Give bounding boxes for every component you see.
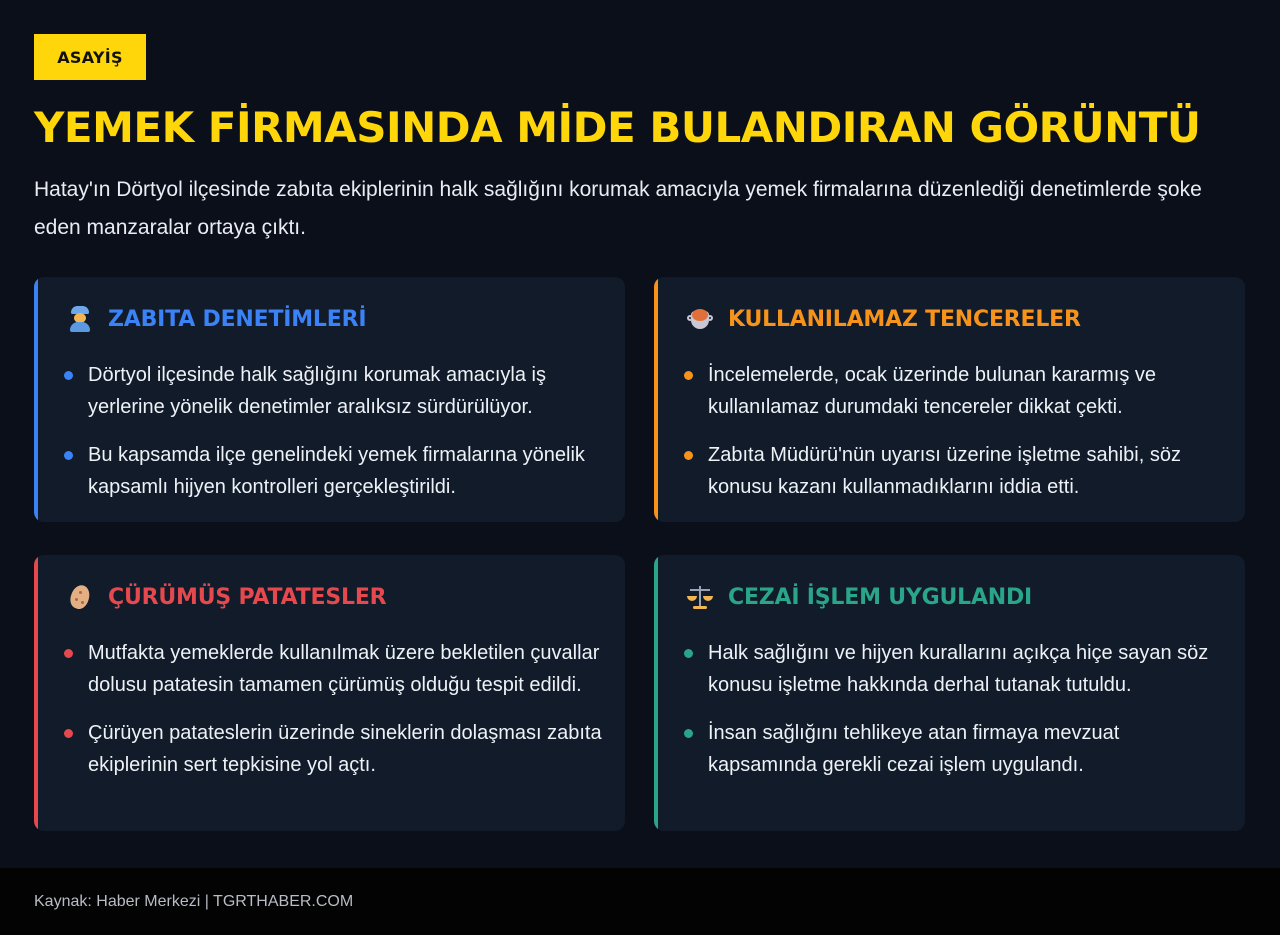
list-item-text: Zabıta Müdürü'nün uyarısı üzerine işletme sahibi, söz konusu kazanı kullanmadıklarını iddia etti.	[708, 444, 1181, 498]
police-officer-icon	[66, 305, 94, 333]
card-title: CEZAİ İŞLEM UYGULANDI	[728, 584, 1033, 610]
card-title: KULLANILAMAZ TENCERELER	[728, 306, 1081, 332]
list-item-text: Mutfakta yemeklerde kullanılmak üzere bekletilen çuvallar dolusu patatesin tamamen çürümüş olduğu tespit edildi.	[88, 642, 600, 696]
list-item	[64, 717, 605, 781]
card-zabita-denetimleri	[34, 277, 625, 522]
card-curumus-patatesler	[34, 555, 625, 831]
potato-icon	[66, 583, 94, 611]
list-item	[64, 359, 605, 423]
balance-scale-icon	[686, 583, 714, 611]
bullet-dot-icon	[684, 729, 693, 738]
card-header	[66, 583, 386, 611]
category-badge: ASAYİŞ	[34, 34, 146, 80]
bullet-dot-icon	[64, 729, 73, 738]
card-bullet-list	[64, 359, 605, 519]
card-header	[686, 305, 1081, 333]
page-subtitle: Hatay'ın Dörtyol ilçesinde zabıta ekiplerinin halk sağlığını korumak amacıyla yemek firmalarına düzenlediği denetimlerde şoke eden manzaralar ortaya çıktı.	[34, 178, 1202, 239]
card-bullet-list	[684, 359, 1225, 519]
list-item-text: Halk sağlığını ve hijyen kurallarını açıkça hiçe sayan söz konusu işletme hakkında derhal tutanak tutuldu.	[708, 642, 1209, 696]
list-item	[64, 439, 605, 503]
bullet-dot-icon	[684, 371, 693, 380]
list-item-text: Dörtyol ilçesinde halk sağlığını korumak amacıyla iş yerlerine yönelik denetimler aralıksız sürdürülüyor.	[88, 364, 546, 418]
list-item-text: Bu kapsamda ilçe genelindeki yemek firmalarına yönelik kapsamlı hijyen kontrolleri gerçekleştirildi.	[88, 444, 585, 498]
list-item-text: İncelemelerde, ocak üzerinde bulunan kararmış ve kullanılamaz durumdaki tencereler dikkat çekti.	[708, 364, 1157, 418]
source-credit: Kaynak: Haber Merkezi | TGRTHABER.COM	[34, 892, 354, 910]
list-item	[684, 637, 1225, 701]
card-bullet-list	[684, 637, 1225, 797]
bullet-dot-icon	[684, 649, 693, 658]
list-item	[684, 439, 1225, 503]
card-header	[66, 305, 366, 333]
list-item	[684, 717, 1225, 781]
bullet-dot-icon	[64, 371, 73, 380]
bullet-dot-icon	[64, 649, 73, 658]
list-item	[64, 637, 605, 701]
card-header	[686, 583, 1032, 611]
card-title: ÇÜRÜMÜŞ PATATESLER	[108, 584, 387, 610]
list-item	[684, 359, 1225, 423]
list-item-text: Çürüyen patateslerin üzerinde sineklerin dolaşması zabıta ekiplerinin sert tepkisine yol açtı.	[88, 722, 602, 776]
list-item-text: İnsan sağlığını tehlikeye atan firmaya mevzuat kapsamında gerekli cezai işlem uygulandı.	[708, 722, 1120, 776]
card-kullanilamaz-tencereler	[654, 277, 1245, 522]
bullet-dot-icon	[684, 451, 693, 460]
pot-of-food-icon	[686, 305, 714, 333]
card-bullet-list	[64, 637, 605, 797]
page-title: YEMEK FİRMASINDA MİDE BULANDIRAN GÖRÜNTÜ	[34, 103, 1201, 152]
footer	[0, 868, 1280, 935]
card-title: ZABITA DENETİMLERİ	[108, 306, 367, 332]
card-cezai-islem-uygulandi	[654, 555, 1245, 831]
bullet-dot-icon	[64, 451, 73, 460]
